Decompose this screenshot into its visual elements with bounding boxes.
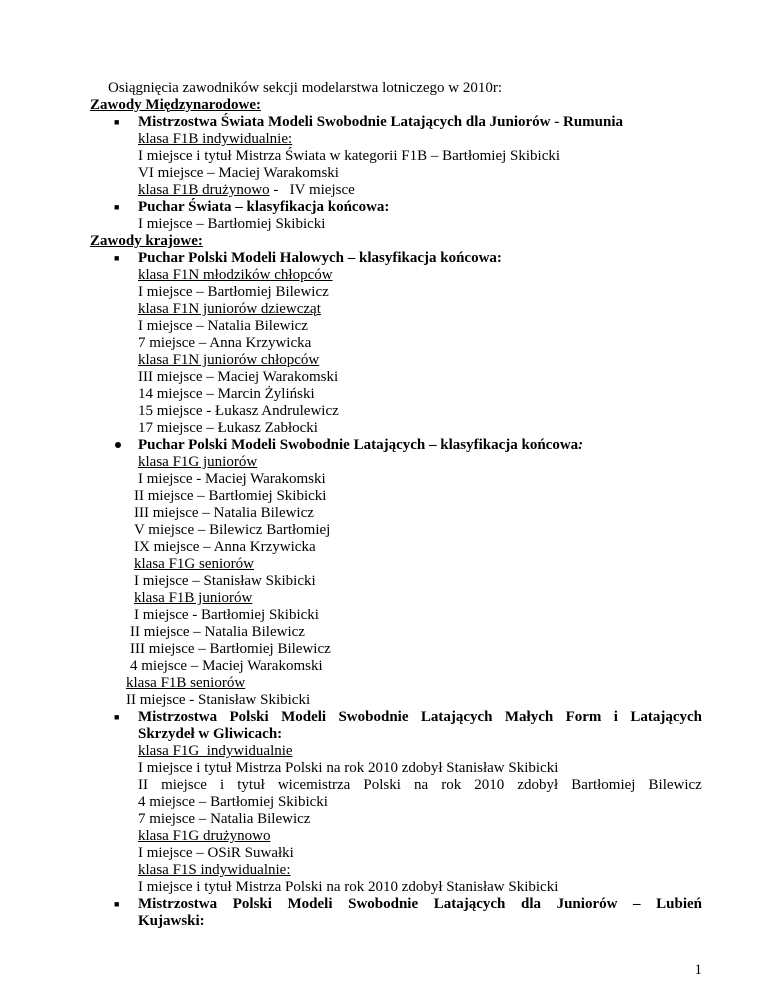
square-bullet-icon: ■ [114, 117, 120, 127]
word: i [219, 777, 225, 793]
word: zdobył [517, 777, 559, 793]
world-cup-title: Puchar Świata – klasyfikacja końcowa: [138, 199, 390, 215]
result-line: I miejsce i tytuł Mistrza Polski na rok 2010 zdobył Stanisław Skibicki [138, 879, 559, 895]
result-line: I miejsce – Bartłomiej Skibicki [138, 216, 326, 232]
class-label: klasa F1N juniorów dziewcząt [138, 301, 321, 317]
word: rok [441, 777, 462, 793]
word: na [413, 777, 429, 793]
result-line: V miejsce – Bilewicz Bartłomiej [134, 522, 331, 538]
title-word: – [633, 896, 641, 912]
result-line: IX miejsce – Anna Krzywicka [134, 539, 316, 555]
title-word: Swobodnie [338, 709, 409, 725]
title-word: Modeli [281, 709, 327, 725]
freeflight-cup-title [138, 437, 583, 454]
small-forms-title [138, 709, 702, 726]
title-word: Polski [229, 709, 269, 725]
result-line: 7 miejsce – Natalia Bilewicz [138, 811, 311, 827]
result-line: 14 miejsce – Marcin Żyliński [138, 386, 315, 402]
result-line: 7 miejsce – Anna Krzywicka [138, 335, 312, 351]
word: Bilewicz [648, 777, 702, 793]
freeflight-cup-title-text: Puchar Polski Modeli Swobodnie Latających – klasyfikacja końcowa [138, 437, 579, 453]
result-line: 4 miejsce – Bartłomiej Skibicki [138, 794, 328, 810]
title-word: Form [565, 709, 602, 725]
word: II [138, 777, 148, 793]
result-line: I miejsce – Stanisław Skibicki [134, 573, 316, 589]
national-heading: Zawody krajowe: [90, 233, 203, 249]
result-line: 4 miejsce – Maciej Warakomski [130, 658, 323, 674]
square-bullet-icon: ■ [114, 899, 120, 909]
title-word: Polski [232, 896, 272, 912]
class-label: klasa F1G seniorów [134, 556, 254, 572]
result-line: III miejsce – Natalia Bilewicz [134, 505, 314, 521]
juniors-championship-title [138, 896, 702, 913]
class-label: klasa F1G juniorów [138, 454, 258, 470]
juniors-championship-title-line2: Kujawski: [138, 913, 205, 929]
word: wicemistrza [277, 777, 351, 793]
title-word: Mistrzostwa [138, 709, 218, 725]
title-word: Lubień [656, 896, 702, 912]
title-word: Juniorów [556, 896, 618, 912]
small-forms-title-line2: Skrzydeł w Gliwicach: [138, 726, 283, 742]
freeflight-cup-title-suffix: : [578, 437, 584, 453]
class-label: klasa F1B drużynowo [138, 182, 270, 198]
title-word: dla [520, 896, 541, 912]
result-line: 17 miejsce – Łukasz Zabłocki [138, 420, 318, 436]
title-word: Swobodnie [348, 896, 419, 912]
word: tytuł [237, 777, 265, 793]
result-line: III miejsce – Maciej Warakomski [138, 369, 339, 385]
team-result-line [138, 182, 355, 199]
result-line: I miejsce – Natalia Bilewicz [138, 318, 308, 334]
result-line: I miejsce - Bartłomiej Skibicki [134, 607, 319, 623]
word: 2010 [474, 777, 505, 793]
result-line-justified [138, 777, 702, 794]
class-label: klasa F1G drużynowo [138, 828, 271, 844]
square-bullet-icon: ■ [114, 253, 120, 263]
result-line: I miejsce – OSiR Suwałki [138, 845, 294, 861]
international-heading: Zawody Międzynarodowe: [90, 97, 261, 113]
result-line: VI miejsce – Maciej Warakomski [138, 165, 339, 181]
title-word: Latających [420, 709, 493, 725]
result-line: III miejsce – Bartłomiej Bilewicz [130, 641, 331, 657]
word: Polski [363, 777, 401, 793]
title-word: Latających [433, 896, 506, 912]
word: miejsce [161, 777, 207, 793]
result-line: I miejsce - Maciej Warakomski [138, 471, 326, 487]
result-line: I miejsce – Bartłomiej Bilewicz [138, 284, 329, 300]
class-label: klasa F1N juniorów chłopców [138, 352, 320, 368]
title-word: i [613, 709, 618, 725]
title-word: Małych [504, 709, 554, 725]
world-championship-title: Mistrzostwa Świata Modeli Swobodnie Latających dla Juniorów - Rumunia [138, 114, 624, 130]
team-result: - IV miejsce [269, 182, 355, 198]
class-label: klasa F1S indywidualnie: [138, 862, 291, 878]
page-number: 1 [694, 962, 702, 978]
class-label: klasa F1G indywidualnie [138, 743, 293, 759]
result-line: 15 miejsce - Łukasz Andrulewicz [138, 403, 339, 419]
result-line: II miejsce – Bartłomiej Skibicki [134, 488, 327, 504]
document-title: Osiągnięcia zawodników sekcji modelarstwa lotniczego w 2010r: [108, 80, 503, 96]
class-label: klasa F1B juniorów [134, 590, 253, 606]
square-bullet-icon: ■ [114, 202, 120, 212]
title-word: Latających [630, 709, 702, 725]
indoor-cup-title: Puchar Polski Modeli Halowych – klasyfikacja końcowa: [138, 250, 502, 266]
title-word: Modeli [287, 896, 333, 912]
round-bullet-icon [115, 442, 121, 448]
result-line: II miejsce - Stanisław Skibicki [126, 692, 311, 708]
class-label: klasa F1N młodzików chłopców [138, 267, 333, 283]
square-bullet-icon: ■ [114, 712, 120, 722]
word: Bartłomiej [571, 777, 636, 793]
result-line: I miejsce i tytuł Mistrza Polski na rok 2010 zdobył Stanisław Skibicki [138, 760, 559, 776]
class-label: klasa F1B seniorów [126, 675, 246, 691]
title-word: Mistrzostwa [138, 896, 218, 912]
result-line: I miejsce i tytuł Mistrza Świata w kategorii F1B – Bartłomiej Skibicki [138, 148, 561, 164]
class-label: klasa F1B indywidualnie: [138, 131, 293, 147]
result-line: II miejsce – Natalia Bilewicz [130, 624, 305, 640]
